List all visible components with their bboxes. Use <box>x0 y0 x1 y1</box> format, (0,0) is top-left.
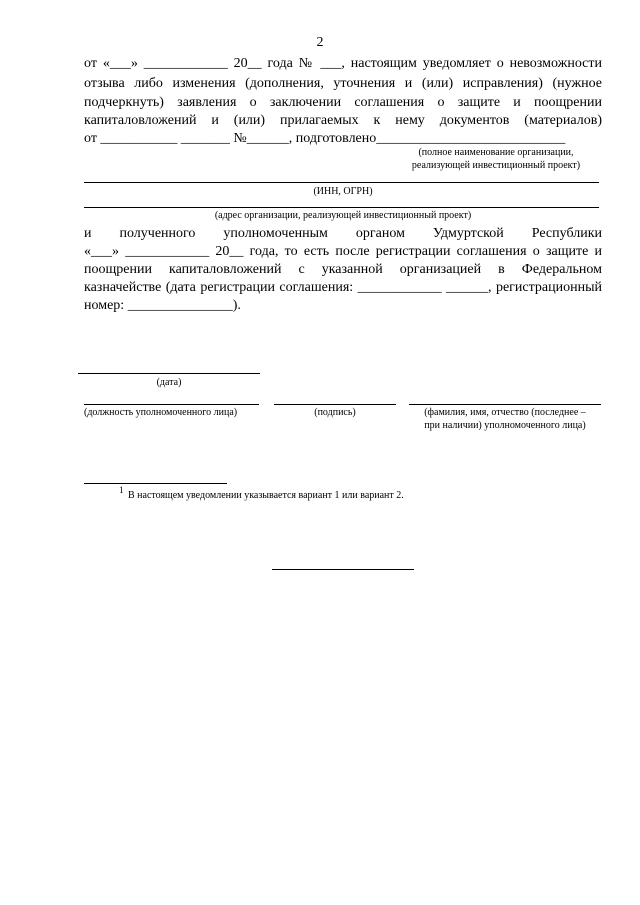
name-field-line <box>409 404 601 405</box>
position-field-line <box>84 404 259 405</box>
body-line-4: капиталовложений и (или) прилагаемых к нему документов (материалов) <box>84 113 602 128</box>
date-field-line <box>78 373 260 374</box>
body-line-3: подчеркнуть) заявления о заключении соглашения о защите и поощрении <box>84 95 602 110</box>
signature-field-line <box>274 404 396 405</box>
body2-line-1: и полученного уполномоченным органом Удмуртской Республики <box>84 226 602 241</box>
body-line-5: от ___________ _______ №______, подготовлено___________________________ <box>84 131 566 146</box>
footnote-separator <box>84 483 227 484</box>
caption-signature: (подпись) <box>314 407 356 418</box>
caption-name-line-2: при наличии) уполномоченного лица) <box>424 420 586 431</box>
caption-position: (должность уполномоченного лица) <box>84 407 238 418</box>
caption-org-name-line-1: (полное наименование организации, <box>418 147 574 158</box>
body-line-1: от «___» ____________ 20__ года № ___, настоящим уведомляет о невозможности <box>84 56 602 71</box>
caption-org-name <box>390 146 602 172</box>
caption-address: (адрес организации, реализующей инвестиционный проект) <box>214 210 472 221</box>
body2-line-5: номер: _______________). <box>84 298 241 313</box>
footnote-text: В настоящем уведомлении указывается вариант 1 или вариант 2. <box>128 490 404 501</box>
end-separator <box>272 569 414 570</box>
caption-org-name-line-2: реализующей инвестиционный проект) <box>411 160 581 171</box>
caption-inn: (ИНН, ОГРН) <box>313 186 373 197</box>
body2-line-2: «___» ____________ 20__ года, то есть после регистрации соглашения о защите и <box>84 244 602 259</box>
caption-name-line-1: (фамилия, имя, отчество (последнее – <box>424 407 586 418</box>
address-field-line <box>84 207 599 208</box>
footnote-mark: 1 <box>119 485 124 495</box>
body-line-2: отзыва либо изменения (дополнения, уточнения и (или) исправления) (нужное <box>84 76 602 91</box>
page-number: 2 <box>316 35 324 50</box>
caption-date: (дата) <box>156 377 182 388</box>
caption-name <box>409 406 601 432</box>
body2-line-3: поощрении капиталовложений с указанной организацией в Федеральном <box>84 262 602 277</box>
inn-field-line <box>84 182 599 183</box>
body2-line-4: казначействе (дата регистрации соглашения: ____________ ______, регистрационный <box>84 280 602 295</box>
